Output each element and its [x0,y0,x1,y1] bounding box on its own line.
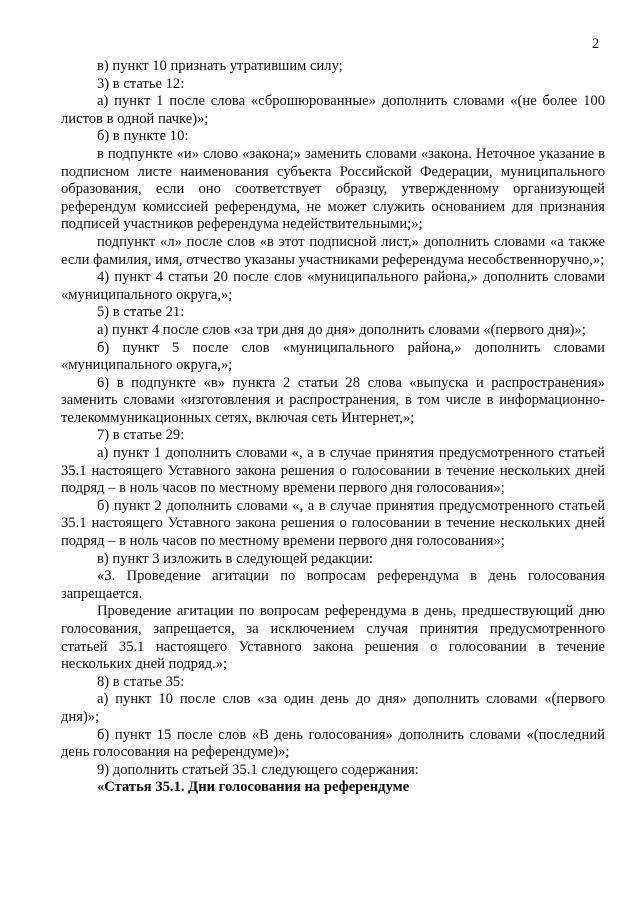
page-number: 2 [592,36,600,52]
paragraph: «3. Проведение агитации по вопросам референдума в день голосования запрещается. [61,568,605,602]
paragraph: в) пункт 3 изложить в следующей редакции: [97,550,373,567]
paragraph: 4) пункт 4 статьи 20 после слов «муниципального района,» дополнить словами «муниципального округа,»; [61,269,605,303]
article-heading: «Статья 35.1. Дни голосования на референдуме [97,779,410,796]
paragraph: б) пункт 5 после слов «муниципального района,» дополнить словами «муниципального округа,»; [61,339,605,374]
paragraph: б) пункт 15 после слов «В день голосования» дополнить словами «(последний день голосования на референдуме)»; [61,726,605,761]
paragraph: 5) в статье 21: [97,304,185,321]
paragraph: б) пункт 2 дополнить словами «, а в случае принятия предусмотренного статьей 35.1 настоящего Уставного закона решения о голосовании в течение нескольких дней подряд – в ноль часов по местному времени первого дня голосования»; [61,497,605,550]
document-body [61,58,605,797]
paragraph: Проведение агитации по вопросам референдума в день, предшествующий дню голосования, запрещается, за исключением случая принятия предусмотренного статьей 35.1 настоящего Уставного закона решения о голосовании в течение нескольких дней подряд.»; [61,603,605,673]
paragraph: а) пункт 1 после слова «сброшюрованные» дополнить словами «(не более 100 листов в одной пачке)»; [61,93,605,127]
paragraph: 9) дополнить статьей 35.1 следующего содержания: [97,761,419,778]
paragraph: 3) в статье 12: [97,75,185,92]
paragraph: 8) в статье 35: [97,673,185,690]
paragraph: в подпункте «и» слово «закона;» заменить словами «закона. Неточное указание в подписном листе наименования субъекта Российской Федерации, муниципального образования, если оно соответствует образцу, утвержденному организующей референдум комиссией референдума, не может служить основанием для признания подписей участников референдума недействительными;»; [61,145,605,233]
paragraph: б) в пункте 10: [97,128,189,145]
paragraph: а) пункт 4 после слов «за три дня до дня» дополнить словами «(первого дня)»; [97,321,586,338]
paragraph: а) пункт 10 после слов «за один день до дня» дополнить словами «(первого дня)»; [61,691,605,725]
paragraph: а) пункт 1 дополнить словами «, а в случае принятия предусмотренного статьей 35.1 настоящего Уставного закона решения о голосовании в течение нескольких дней подряд – в ноль часов по местному времени первого дня голосования»; [61,445,605,497]
paragraph: 6) в подпункте «в» пункта 2 статьи 28 слова «выпуска и распространения» заменить словами «изготовления и распространения, в том числе в информационно-телекоммуникационных сетях, включая сеть Интернет,»; [61,374,605,426]
paragraph: подпункт «л» после слов «в этот подписной лист,» дополнить словами «а также если фамилия, имя, отчество указаны участниками референдума несобственноручно,»; [61,233,605,268]
paragraph: 7) в статье 29: [97,427,185,444]
paragraph: в) пункт 10 признать утратившим силу; [97,58,343,74]
